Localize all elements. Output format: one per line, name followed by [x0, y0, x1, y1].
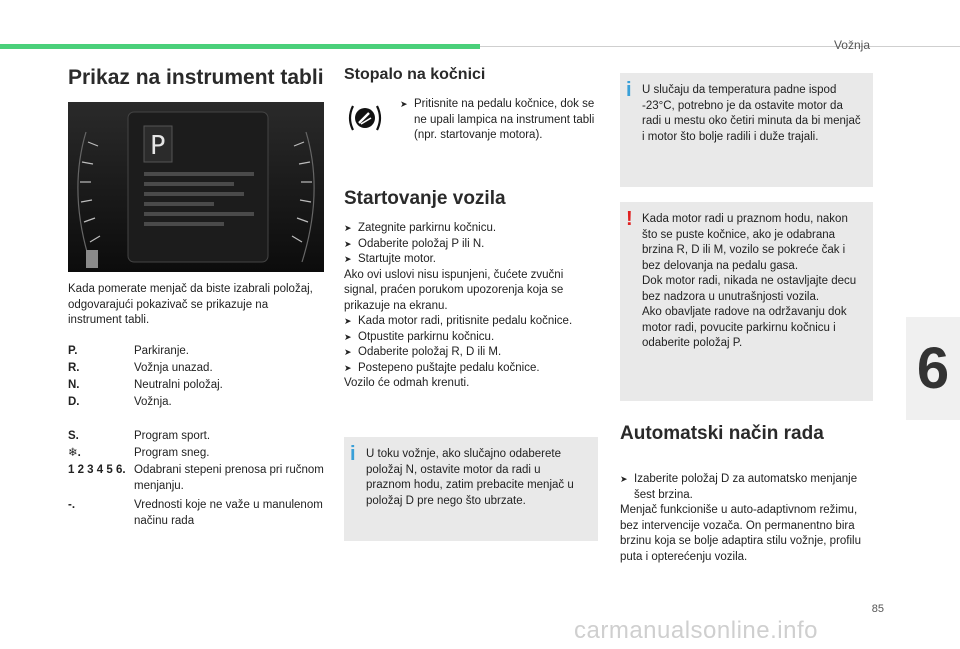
bullet-arrow-icon: ➤ [344, 223, 352, 233]
bullet-arrow-icon: ➤ [344, 331, 352, 342]
warning-icon: ! [626, 208, 633, 230]
list-item: Vozilo će odmah krenuti. [344, 377, 470, 389]
warning-box [620, 202, 873, 401]
intro-paragraph: Kada pomerate menjač da biste izabrali položaj, odgovarajući pokazivač se prikazuje na instrument tabli. [68, 283, 313, 326]
section-title-instrument: Prikaz na instrument tabli [68, 66, 324, 89]
list-item: 1 2 3 4 5 6. Odabrani stepeni prenosa pri ručnom menjanju. [68, 464, 324, 492]
list-item: Menjač funkcioniše u auto-adaptivnom režimu, bez intervencije vozača. On permanentno bira brzinu koja se bolje adaptira stilu vožnje, profilu puta i opterećenju vozila. [620, 504, 861, 563]
list-item: ❄. Program sneg. [68, 447, 210, 459]
info-text: U toku vožnje, ako slučajno odaberete položaj N, ostavite motor da radi u praznom hodu, zatim prebacite menjač u položaj D pre nego što ubrzate. [366, 448, 574, 507]
bullet-arrow-icon: ➤ [344, 316, 352, 326]
bullet-arrow-icon: ➤ [344, 362, 352, 373]
list-item: -. Vrednosti koje ne važe u manulenom načinu rada [68, 499, 323, 527]
chapter-tab [906, 317, 960, 420]
list-item: ➤ Odaberite položaj R, D ili M. [344, 345, 594, 361]
list-item: N. Neutralni položaj. [68, 379, 223, 391]
header-accent-bar [0, 44, 480, 49]
bullet-arrow-icon: ➤ [400, 99, 408, 109]
list-item: ➤ Otpustite parkirnu kočnicu. [344, 330, 594, 346]
list-item: P. Parkiranje. [68, 345, 189, 357]
list-item: Ako ovi uslovi nisu ispunjeni, čućete zvučni signal, praćen porukom upozorenja koja se prikazuje na ekranu. [344, 268, 564, 312]
info-icon: i [350, 443, 356, 465]
brake-instruction: ➤ Pritisnite na pedalu kočnice, dok se ne upali lampica na instrument tabli (npr. startovanje motora). [400, 97, 600, 144]
warning-text: Kada motor radi u praznom hodu, nakon što se puste kočnice, ako je odabrana brzina R, D ili M, vozilo se pokreće čak i bez delovanja na pedalu gasa. Dok motor radi, nikada ne ostavljajte decu bez nadzora u unutrašnjosti vozila. Ako obavljate radove na održavanju dok motor radi, povucite parkirnu kočnicu i odaberite položaj P. [642, 213, 857, 349]
list-item: D. Vožnja. [68, 396, 172, 408]
section-title-start: Startovanje vozila [344, 188, 506, 209]
program-list [68, 428, 324, 529]
auto-mode-text [620, 472, 874, 565]
info-box-neutral [344, 437, 598, 541]
list-item: ➤ Kada motor radi, pritisnite pedalu kočnice. [344, 314, 594, 330]
list-item: ➤ Izaberite položaj D za automatsko menjanje šest brzina. [620, 472, 874, 503]
section-title-auto: Automatski način rada [620, 423, 824, 444]
bullet-arrow-icon: ➤ [344, 347, 352, 357]
start-instructions [344, 221, 594, 392]
section-title-brake: Stopalo na kočnici [344, 66, 486, 83]
list-item: ➤ Zategnite parkirnu kočnicu. [344, 221, 594, 237]
info-box-temperature [620, 73, 873, 187]
page-number: 85 [871, 603, 884, 615]
header-rule [480, 46, 960, 47]
list-item: ➤ Startujte motor. [344, 252, 594, 268]
brake-pedal-icon [347, 104, 383, 137]
gear-indicator-letter: P [150, 131, 166, 161]
chapter-number: 6 [916, 336, 950, 401]
gear-positions-list [68, 343, 324, 411]
list-item: ➤ Odaberite položaj P ili N. [344, 237, 594, 253]
chapter-title: Vožnja [833, 38, 870, 52]
list-item: R. Vožnja unazad. [68, 362, 213, 374]
bullet-arrow-icon: ➤ [620, 474, 628, 484]
bullet-arrow-icon: ➤ [344, 254, 352, 264]
info-text: U slučaju da temperatura padne ispod -23°C, potrebno je da ostavite motor da radi u mestu oko četiri minuta da bi menjač i motor što bolje radili i duže trajali. [642, 84, 861, 143]
list-item: S. Program sport. [68, 430, 211, 442]
bullet-arrow-icon: ➤ [344, 238, 352, 249]
info-icon: i [626, 79, 632, 101]
list-item: ➤ Postepeno puštajte pedalu kočnice. [344, 361, 594, 377]
watermark: carmanualsonline.info [574, 617, 818, 644]
instrument-panel-image [68, 102, 324, 272]
